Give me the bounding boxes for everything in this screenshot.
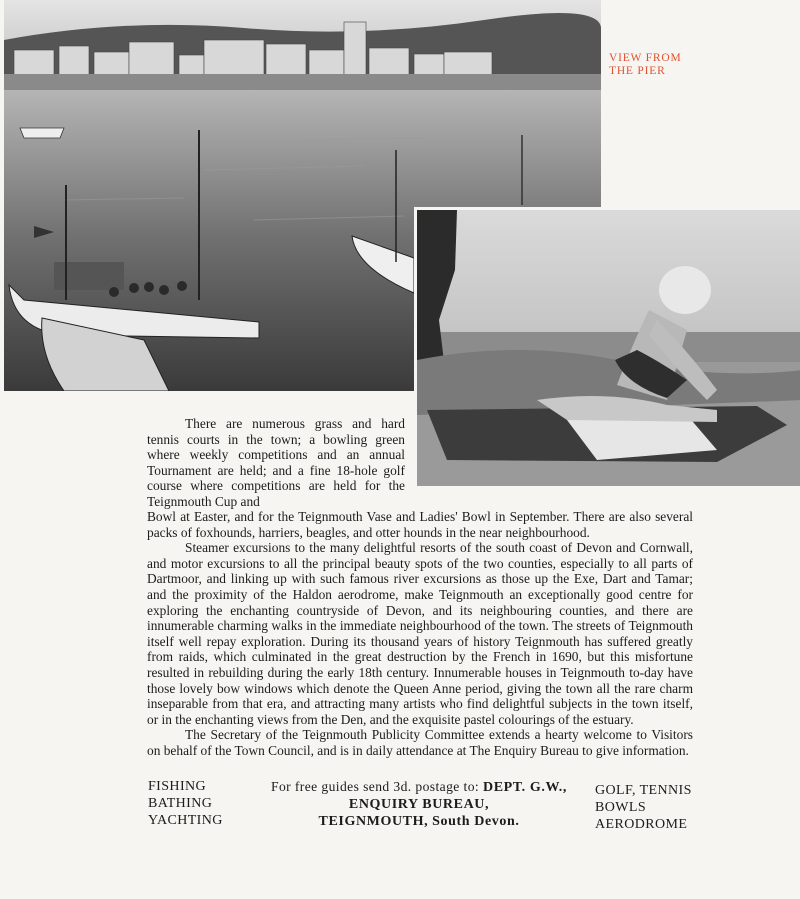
footer-bureau: ENQUIRY BUREAU,	[348, 797, 490, 812]
footer-left-item: YACHTING	[148, 813, 223, 828]
paragraph-2: Steamer excursions to the many delightful resorts of the south coast of Devon and Cornwall, and motor excursions to all the principal beauty spots of the two counties, especially to all parts of Dartmoor, and linking up with such famous river excursions as those up the Exe, Dart and Tamar; and the proximity of the Haldon aerodrome, make Teignmouth an exceptionally good centre for exploring the enchanting countryside of Devon, and its neighbouring counties, and there are innumerable charming walks in the immediate neighbourhood of the town. The streets of Teignmouth itself well repay exploration. During its thousand years of history Teignmouth has suffered greatly from raids, which culminated in the great destruction by the French in 1690, but this misfortune resulted in rebuilding during the early 18th century. Innumerable houses in Teignmouth to-day have those lovely bow windows which denote the Queen Anne period, giving the town all the rare charm inseparable from that era, and attracting many artists who find delightful subjects in the town itself, or in the enchanting views from the Den, and the exquisite pastel colourings of the estuary.	[147, 540, 693, 727]
caption-line-2: THE PIER	[609, 65, 666, 77]
footer-right-item: GOLF, TENNIS	[595, 783, 692, 798]
footer-left-item: BATHING	[148, 796, 213, 811]
footer-left-item: FISHING	[148, 779, 207, 794]
footer-activities-left	[148, 778, 223, 829]
footer-right-item: AERODROME	[595, 817, 688, 832]
text-column-wide	[147, 509, 693, 759]
photo-caption	[609, 52, 681, 78]
footer-activities-right	[595, 782, 692, 833]
paragraph-3: The Secretary of the Teignmouth Publicity Committee extends a hearty welcome to Visitors on behalf of the Town Council, and is in daily attendance at The Enquiry Bureau to give information.	[147, 727, 693, 758]
footer-right-item: BOWLS	[595, 800, 646, 815]
footer-town: TEIGNMOUTH,	[318, 814, 429, 829]
photo-sunbather	[414, 207, 800, 486]
footer-lead: For free guides send 3d. postage to:	[271, 779, 480, 794]
paragraph-1-cont: Bowl at Easter, and for the Teignmouth Vase and Ladies' Bowl in September. There are also several packs of foxhounds, harriers, beagles, and otter hounds in the near neighbourhood.	[147, 509, 693, 540]
footer-address	[258, 778, 580, 830]
text-column-narrow	[147, 416, 405, 510]
caption-line-1: VIEW FROM	[609, 52, 682, 64]
paragraph-1-start: There are numerous grass and hard tennis courts in the town; a bowling green where weekly competitions and an annual Tournament are held; and a fine 18-hole golf course where competitions are held for the Teignmouth Cup and	[147, 416, 405, 509]
footer-county: South Devon.	[432, 814, 520, 829]
footer-dept: DEPT. G.W.,	[482, 780, 567, 795]
